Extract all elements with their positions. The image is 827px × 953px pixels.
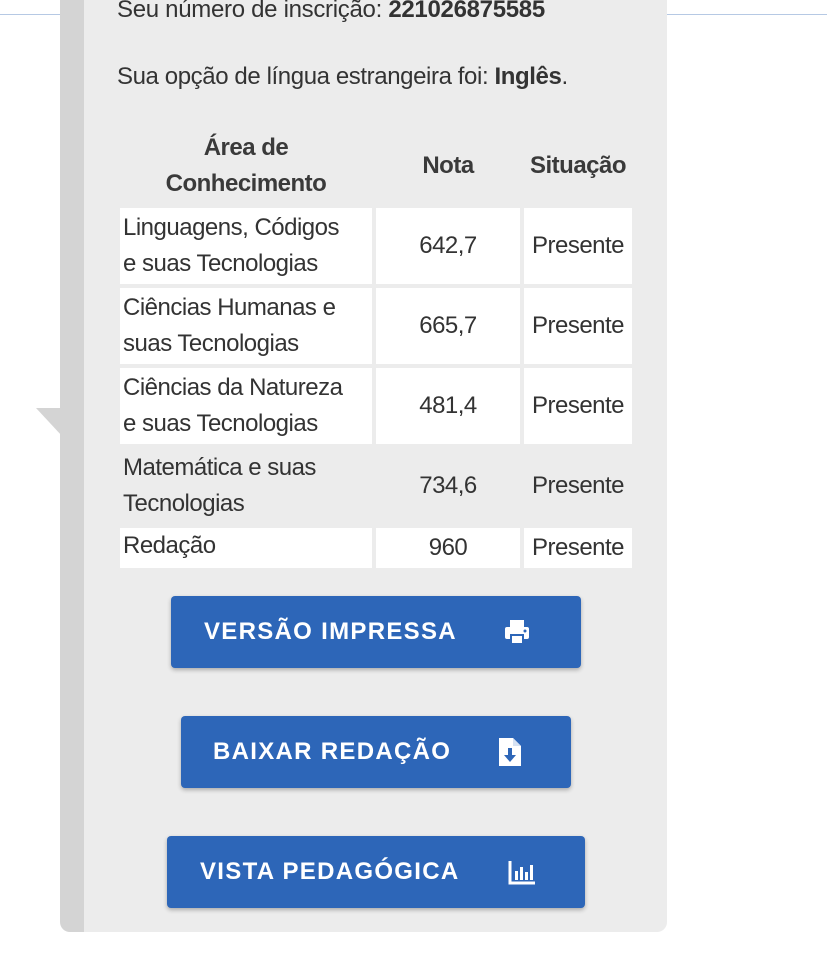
table-row-nota: 734,6 <box>419 472 477 499</box>
table-row-nota: 481,4 <box>376 368 520 444</box>
table-row-situacao: Presente <box>531 472 625 499</box>
language-line <box>117 63 568 91</box>
table-row-area <box>120 448 372 524</box>
table-row-area <box>120 288 372 364</box>
language-label: Sua opção de língua estrangeira foi: <box>117 63 489 90</box>
table-row-area <box>120 368 372 444</box>
download-essay-button[interactable] <box>181 716 571 788</box>
table-row-area <box>120 528 372 568</box>
area-line2: Tecnologias <box>123 490 245 517</box>
header-nota: Nota <box>422 152 474 179</box>
table-row-situacao: Presente <box>524 368 632 444</box>
registration-label: Seu número de inscrição: <box>117 0 382 23</box>
table-row-situacao: Presente <box>524 208 632 284</box>
area-line1: Redação <box>123 532 216 559</box>
area-line2: e suas Tecnologias <box>123 250 318 277</box>
area-line2: suas Tecnologias <box>123 330 299 357</box>
area-line1: Linguagens, Códigos <box>123 214 340 241</box>
table-row-situacao: Presente <box>524 528 632 568</box>
registration-number: 221026875585 <box>388 0 545 23</box>
table-row-nota: 642,7 <box>376 208 520 284</box>
area-line2: e suas Tecnologias <box>123 410 318 437</box>
table-row-area <box>120 208 372 284</box>
registration-line <box>117 0 637 28</box>
pedagogical-view-label: VISTA PEDAGÓGICA <box>200 858 460 885</box>
pedagogical-view-button[interactable] <box>167 836 585 908</box>
bar-chart-icon <box>507 857 537 894</box>
print-version-label: VERSÃO IMPRESSA <box>204 618 457 645</box>
table-row-nota: 665,7 <box>376 288 520 364</box>
card-pointer-arrow <box>36 408 62 436</box>
area-line1: Matemática e suas <box>123 454 316 481</box>
table-row-situacao: Presente <box>524 288 632 364</box>
print-version-button[interactable] <box>171 596 581 668</box>
download-essay-label: BAIXAR REDAÇÃO <box>213 738 452 765</box>
language-value: Inglês <box>494 63 562 90</box>
header-area <box>120 130 372 202</box>
header-area-line1: Área de <box>203 134 289 161</box>
area-line1: Ciências da Natureza <box>123 374 343 401</box>
area-line1: Ciências Humanas e <box>123 294 336 321</box>
header-area-line2: Conhecimento <box>165 170 327 197</box>
header-situacao: Situação <box>529 152 627 179</box>
file-download-icon <box>496 736 524 775</box>
language-period: . <box>561 63 568 90</box>
printer-icon <box>502 617 532 654</box>
table-row-nota: 960 <box>376 528 520 568</box>
